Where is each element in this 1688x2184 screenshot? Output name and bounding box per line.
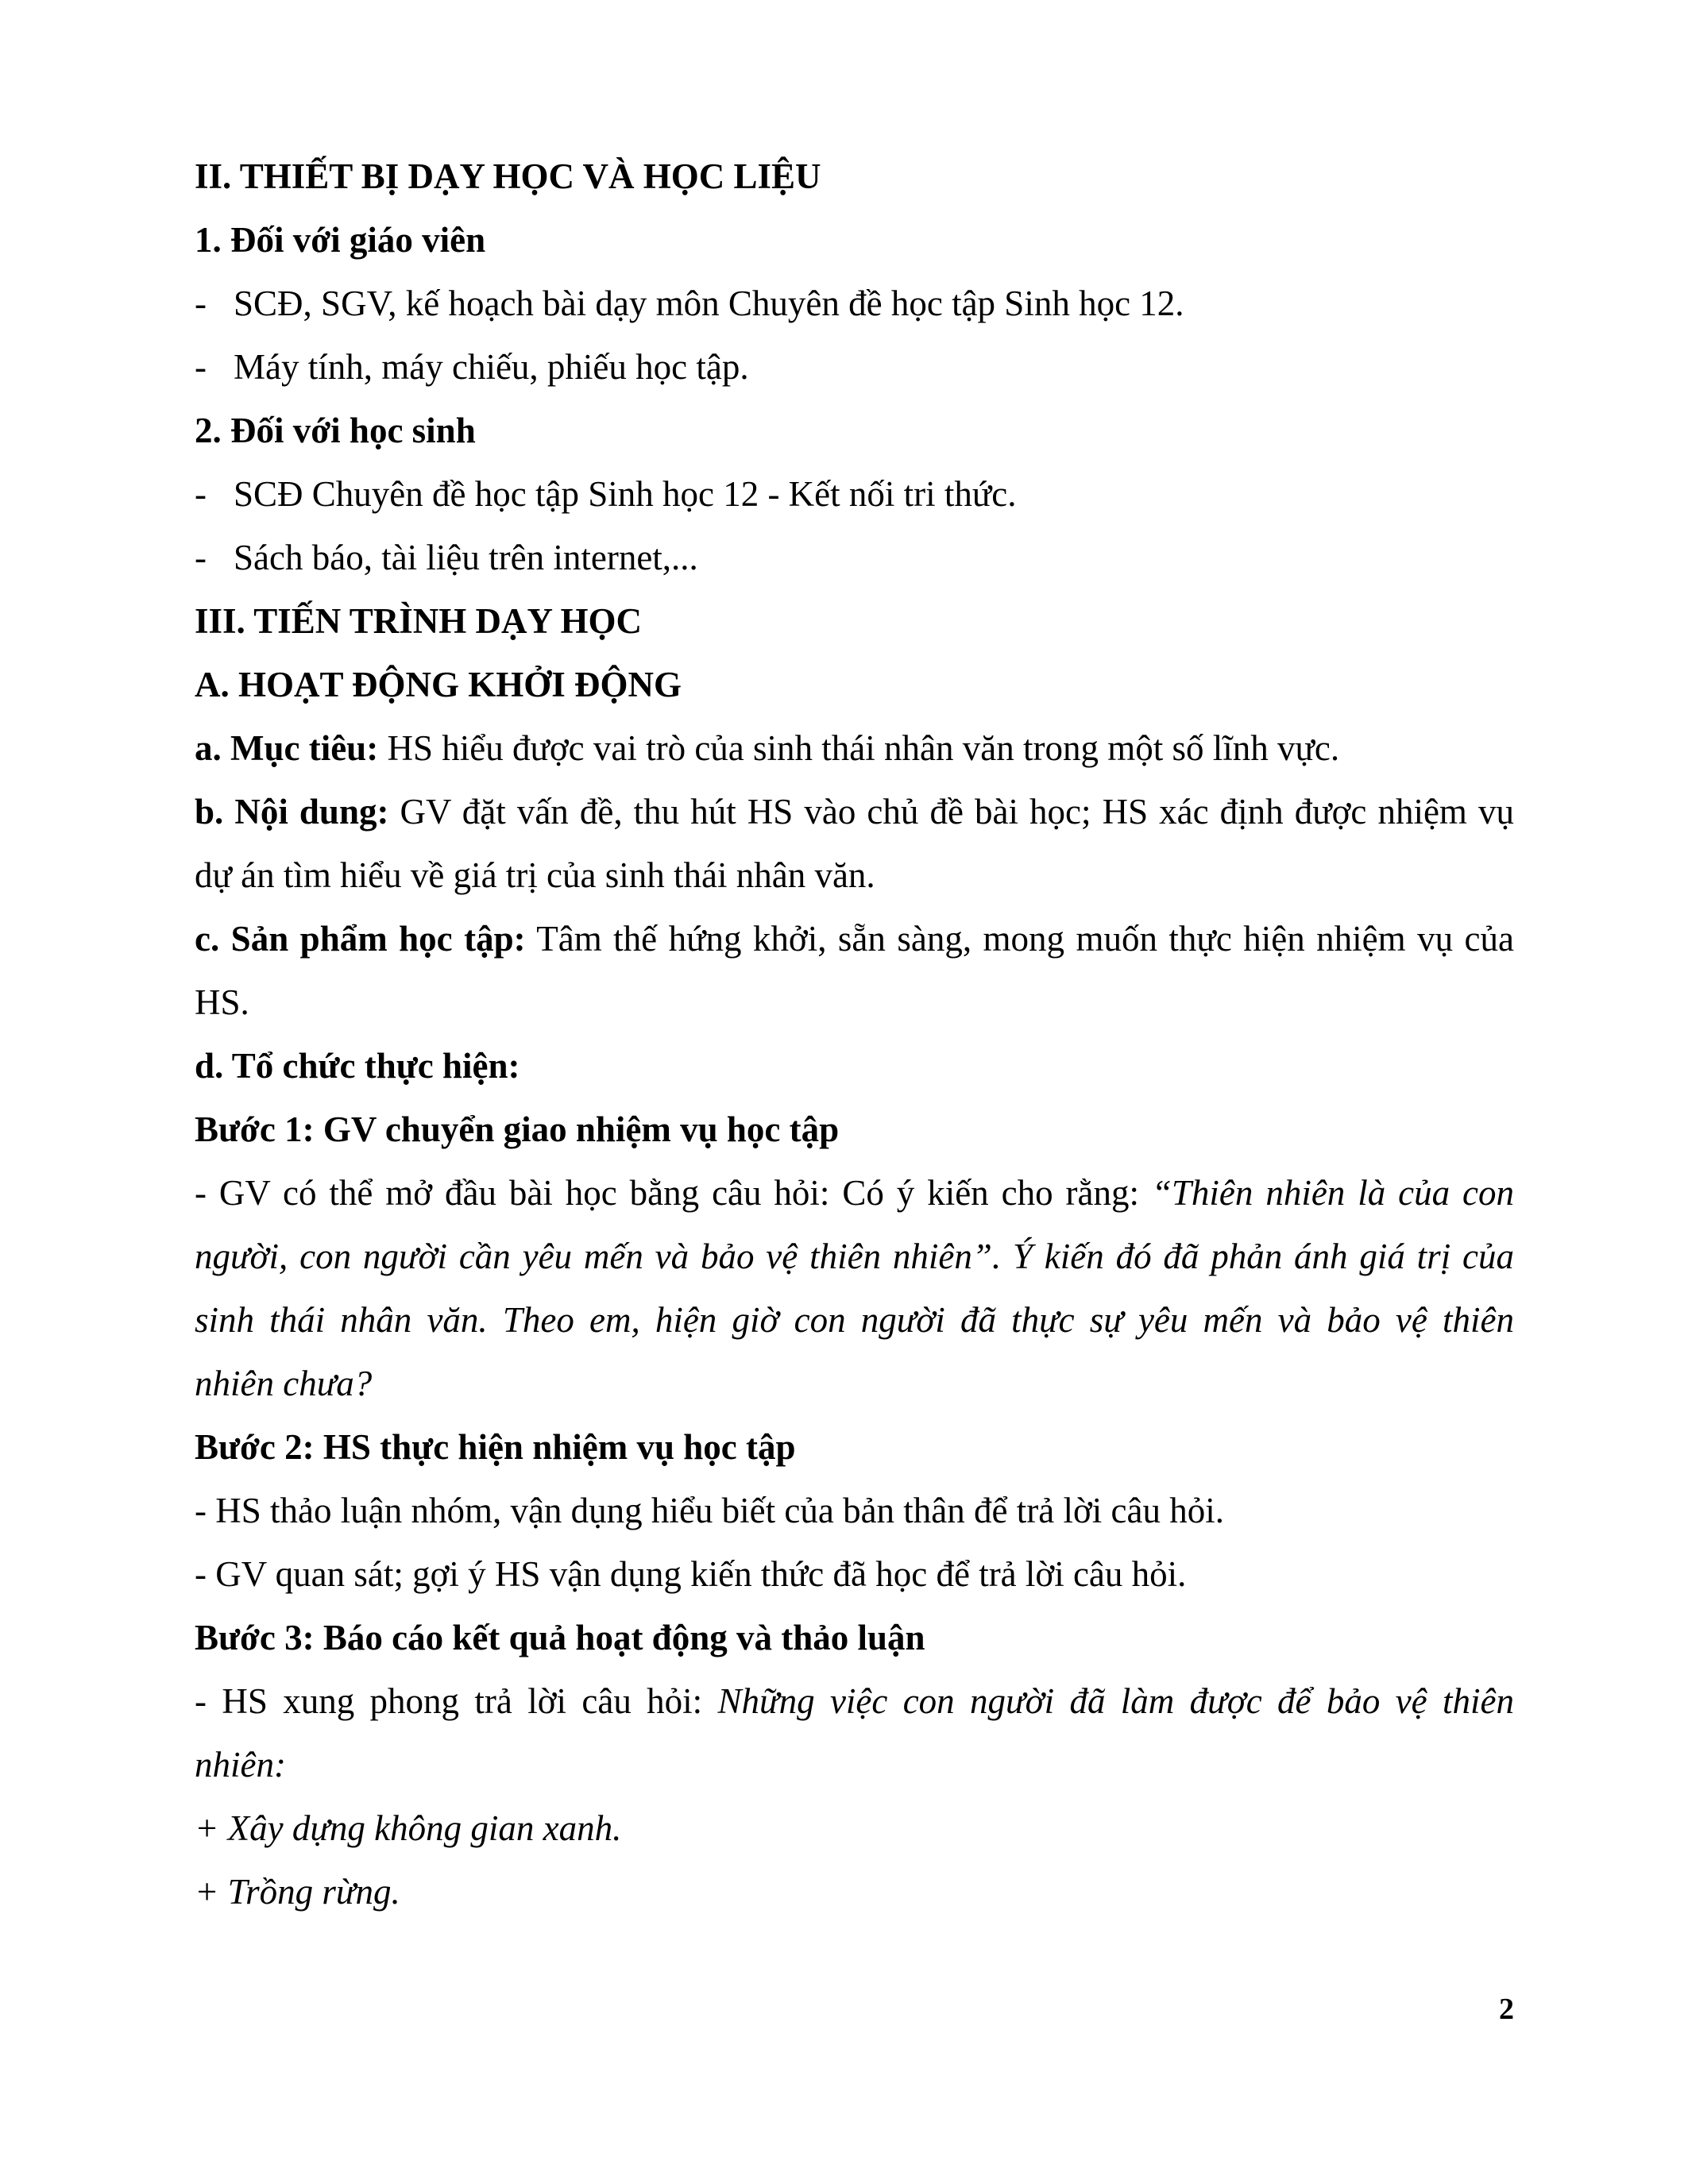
list-item-text: SCĐ, SGV, kế hoạch bài dạy môn Chuyên đề học tập Sinh học 12.: [234, 284, 1184, 323]
step2-heading: Bước 2: HS thực hiện nhiệm vụ học tập: [195, 1427, 796, 1467]
list-item: [195, 335, 1514, 399]
page-number: 2: [1499, 1993, 1514, 2026]
step3-paragraph-line: nhiên:: [195, 1745, 286, 1785]
step3-text: - HS xung phong trả lời câu hỏi:: [195, 1681, 718, 1721]
step3-question: Những việc con người đã làm được để bảo vệ thiên: [717, 1681, 1514, 1721]
list-item: [195, 526, 1514, 589]
list-item-text: SCĐ Chuyên đề học tập Sinh học 12 - Kết nối tri thức.: [234, 474, 1017, 514]
product-label: c. Sản phẩm học tập:: [195, 919, 526, 959]
organization-heading: d. Tổ chức thực hiện:: [195, 1046, 520, 1086]
document-page: [195, 145, 1514, 1924]
step2-item: - HS thảo luận nhóm, vận dụng hiểu biết của bản thân để trả lời câu hỏi.: [195, 1491, 1224, 1530]
step1-paragraph-line: nhiên chưa?: [195, 1364, 373, 1403]
step1-text: - GV có thể mở đầu bài học bằng câu hỏi: Có ý kiến cho rằng:: [195, 1173, 1152, 1213]
objective-text: HS hiểu được vai trò của sinh thái nhân văn trong một số lĩnh vực.: [378, 728, 1340, 768]
bullet-dash: -: [195, 284, 207, 323]
list-item: [195, 272, 1514, 335]
content-label: b. Nội dung:: [195, 792, 389, 832]
product-paragraph-line: [195, 907, 1514, 970]
step1-heading: Bước 1: GV chuyển giao nhiệm vụ học tập: [195, 1109, 840, 1149]
step1-paragraph-line: [195, 1161, 1514, 1225]
step1-quote: “Thiên nhiên là của con: [1151, 1173, 1514, 1213]
product-paragraph-line: HS.: [195, 982, 249, 1022]
content-text: GV đặt vấn đề, thu hút HS vào chủ đề bài học; HS xác định được nhiệm vụ: [388, 792, 1514, 832]
bullet-dash: -: [195, 538, 207, 577]
section-heading: II. THIẾT BỊ DẠY HỌC VÀ HỌC LIỆU: [195, 156, 821, 196]
list-item-text: Máy tính, máy chiếu, phiếu học tập.: [234, 347, 749, 387]
list-item-text: Sách báo, tài liệu trên internet,...: [234, 538, 698, 577]
answer-item: + Xây dựng không gian xanh.: [195, 1808, 622, 1848]
bullet-dash: -: [195, 347, 207, 387]
subheading-student: 2. Đối với học sinh: [195, 411, 476, 450]
content-paragraph-line: dự án tìm hiểu về giá trị của sinh thái nhân văn.: [195, 855, 875, 895]
content-paragraph-line: [195, 780, 1514, 843]
step1-paragraph-line: người, con người cần yêu mến và bảo vệ thiên nhiên”. Ý kiến đó đã phản ánh giá trị của: [195, 1237, 1514, 1276]
section-heading: III. TIẾN TRÌNH DẠY HỌC: [195, 601, 643, 641]
bullet-dash: -: [195, 474, 207, 514]
objective-paragraph: [195, 716, 1514, 780]
activity-heading: A. HOẠT ĐỘNG KHỞI ĐỘNG: [195, 665, 682, 704]
step1-paragraph-line: sinh thái nhân văn. Theo em, hiện giờ con người đã thực sự yêu mến và bảo vệ thiên: [195, 1300, 1514, 1340]
step2-item: - GV quan sát; gợi ý HS vận dụng kiến thức đã học để trả lời câu hỏi.: [195, 1554, 1187, 1594]
answer-item: + Trồng rừng.: [195, 1872, 400, 1912]
step3-heading: Bước 3: Báo cáo kết quả hoạt động và thảo luận: [195, 1618, 925, 1657]
product-text: Tâm thế hứng khởi, sẵn sàng, mong muốn thực hiện nhiệm vụ của: [525, 919, 1514, 959]
list-item: [195, 462, 1514, 526]
step3-paragraph-line: [195, 1669, 1514, 1733]
objective-label: a. Mục tiêu:: [195, 728, 379, 768]
subheading-teacher: 1. Đối với giáo viên: [195, 220, 486, 260]
